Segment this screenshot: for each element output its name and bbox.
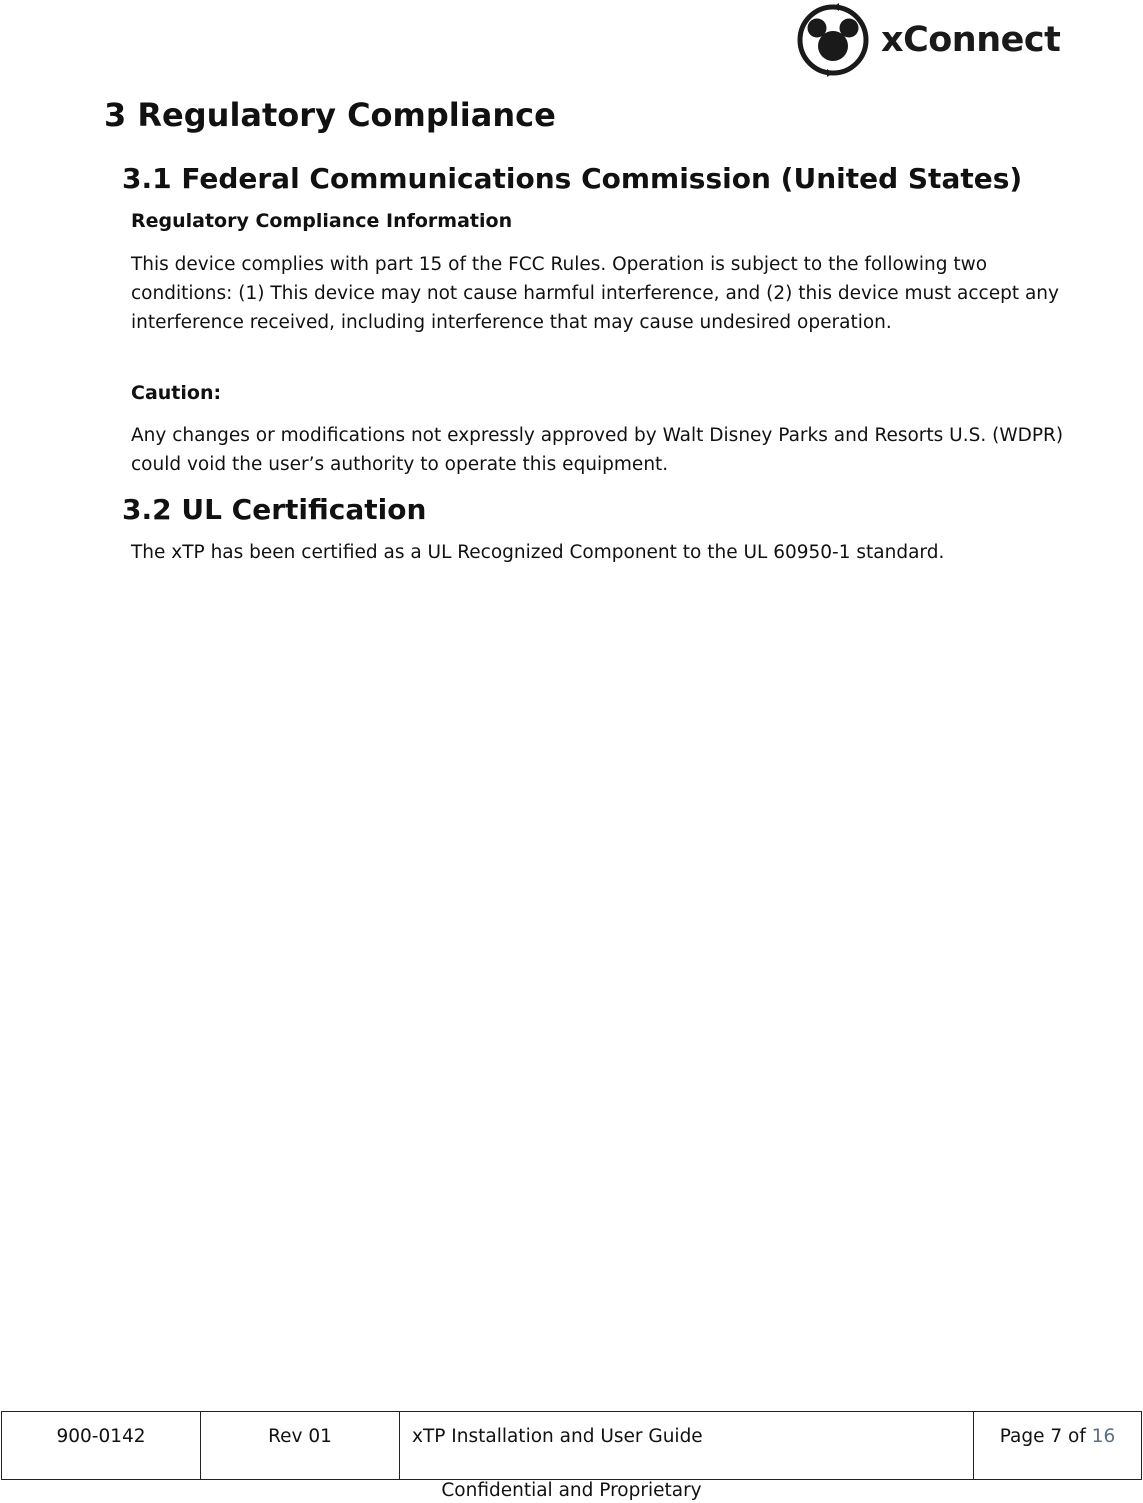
xconnect-logo [795,2,1065,78]
page-prefix: Page 7 of [999,1426,1086,1447]
footer-doc-number: 900-0142 [2,1412,201,1480]
mickey-circle-icon [795,2,871,78]
regulatory-info-label: Regulatory Compliance Information [131,210,513,232]
section-heading-fcc: 3.1 Federal Communications Commission (United States) [122,162,1023,195]
footer-revision: Rev 01 [201,1412,400,1480]
section-heading-ul: 3.2 UL Certification [122,493,427,526]
caution-label: Caution: [131,382,222,404]
confidential-notice: Confidential and Proprietary [441,1480,702,1501]
caution-paragraph: Any changes or modifications not expressly approved by Walt Disney Parks and Resorts U.S. (WDPR) could void the user’s authority to operate this equipment. [131,425,1064,475]
footer-page-number [974,1412,1142,1480]
footer-table [1,1411,1142,1480]
footer-doc-title: xTP Installation and User Guide [400,1412,974,1480]
fcc-compliance-paragraph: This device complies with part 15 of the FCC Rules. Operation is subject to the following two conditions: (1) This device may not cause harmful interference, and (2) this device must accept any interference received, including interference that may cause undesired operation. [131,254,1059,333]
page-total: 16 [1091,1426,1116,1447]
logo-text: xConnect [881,20,1061,60]
ul-certification-paragraph: The xTP has been certified as a UL Recognized Component to the UL 60950-1 standard. [131,542,945,563]
chapter-heading: 3 Regulatory Compliance [104,96,556,134]
